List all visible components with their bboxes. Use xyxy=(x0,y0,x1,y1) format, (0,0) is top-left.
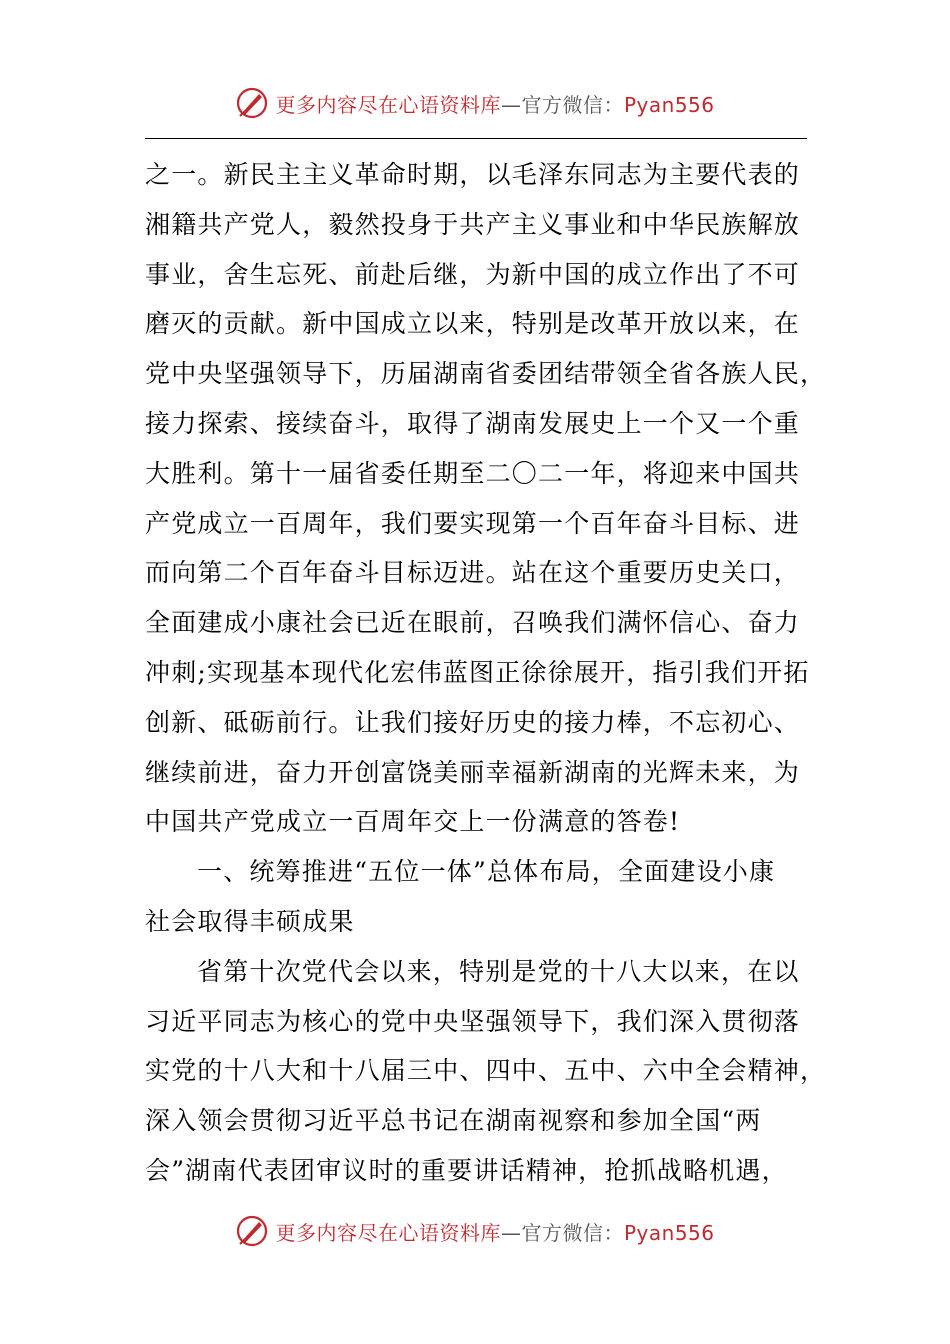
body-line: 深入领会贯彻习近平总书记在湖南视察和参加全国“两 xyxy=(145,1106,762,1136)
body-line: 全面建成小康社会已近在眼前，召唤我们满怀信心、奋力 xyxy=(145,608,801,638)
footer-wechat-id: Pyan556 xyxy=(623,1220,715,1245)
header-dash: — xyxy=(500,92,522,117)
section-heading-line: 一、统筹推进“五位一体”总体布局，全面建设小康 xyxy=(197,857,776,887)
header-wechat-id: Pyan556 xyxy=(623,92,715,117)
header-brand xyxy=(275,89,714,118)
body-line: 而向第二个百年奋斗目标迈进。站在这个重要历史关口， xyxy=(145,558,801,588)
body-line: 中国共产党成立一百周年交上一份满意的答卷! xyxy=(145,807,681,837)
body-line: 习近平同志为核心的党中央坚强领导下，我们深入贯彻落 xyxy=(145,1006,801,1036)
header-divider xyxy=(145,138,807,139)
header-brand-text: 更多内容尽在心语资料库 xyxy=(275,92,501,117)
footer-brand xyxy=(275,1217,714,1246)
body-line: 实党的十八大和十八届三中、四中、五中、六中全会精神， xyxy=(145,1056,827,1086)
body-line: 产党成立一百周年，我们要实现第一个百年奋斗目标、进 xyxy=(145,508,801,538)
body-line: 创新、砥砺前行。让我们接好历史的接力棒，不忘初心、 xyxy=(145,707,801,737)
body-line: 接力探索、接续奋斗，取得了湖南发展史上一个又一个重 xyxy=(145,408,801,438)
body-line: 冲刺;实现基本现代化宏伟蓝图正徐徐展开，指引我们开拓 xyxy=(145,657,810,687)
footer-brand-text: 更多内容尽在心语资料库 xyxy=(275,1220,501,1245)
body-line: 磨灭的贡献。新中国成立以来，特别是改革开放以来，在 xyxy=(145,309,801,339)
header-wechat-label: 官方微信： xyxy=(521,92,624,117)
footer-dash: — xyxy=(500,1220,522,1245)
section-heading-line: 社会取得丰硕成果 xyxy=(145,906,355,936)
footer-wechat-label: 官方微信： xyxy=(521,1220,624,1245)
page-footer xyxy=(0,1212,950,1250)
document-body xyxy=(145,150,827,1196)
body-line: 继续前进，奋力开创富饶美丽幸福新湖南的光辉未来，为 xyxy=(145,757,801,787)
body-line: 事业，舍生忘死、前赴后继，为新中国的成立作出了不可 xyxy=(145,259,801,289)
body-line: 之一。新民主主义革命时期，以毛泽东同志为主要代表的 xyxy=(145,160,801,189)
body-line: 会”湖南代表团审议时的重要讲话精神，抢抓战略机遇， xyxy=(145,1155,788,1185)
page-header xyxy=(0,84,950,122)
body-line: 大胜利。第十一届省委任期至二〇二一年，将迎来中国共 xyxy=(145,458,801,488)
body-line: 省第十次党代会以来，特别是党的十八大以来，在以 xyxy=(197,956,800,986)
pen-logo-icon xyxy=(235,86,269,120)
body-line: 党中央坚强领导下，历届湖南省委团结带领全省各族人民， xyxy=(145,359,827,389)
pen-logo-icon xyxy=(235,1214,269,1248)
body-line: 湘籍共产党人，毅然投身于共产主义事业和中华民族解放 xyxy=(145,209,801,239)
